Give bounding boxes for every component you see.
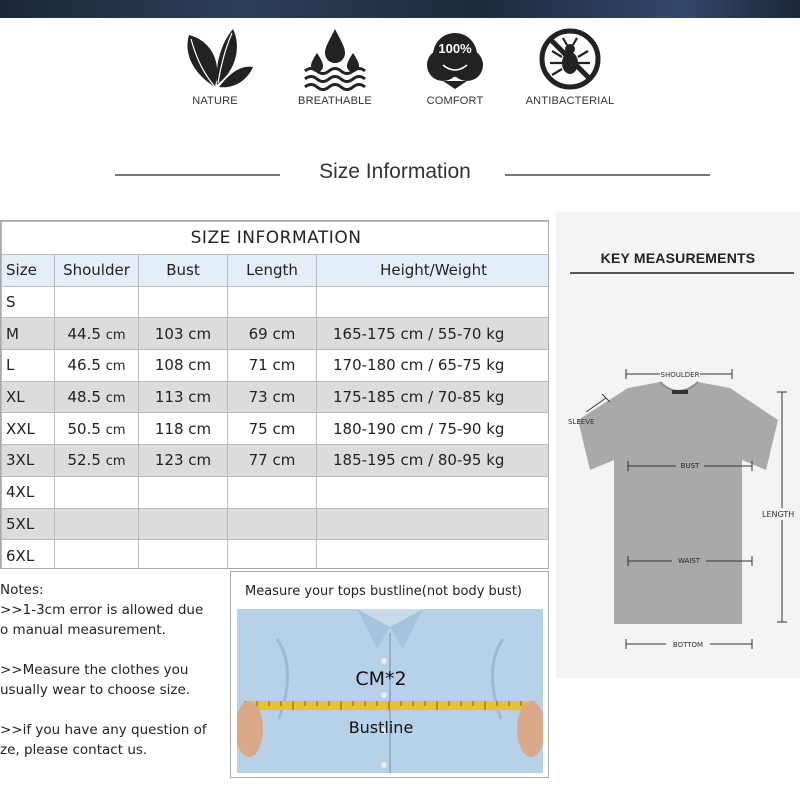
shoulder-cell [55,286,139,318]
shoulder-cell [55,508,139,540]
size-cell: S [2,286,55,318]
feature-label: BREATHABLE [298,95,372,107]
feature-icons-row [0,25,800,120]
table-row [2,381,550,413]
table-row [2,350,550,382]
size-table-title: SIZE INFORMATION [2,222,550,255]
length-cell [228,508,317,540]
bust-cell: 118 cm [139,413,228,445]
size-cell: XXL [2,413,55,445]
table-row [2,286,550,318]
length-cell: 73 cm [228,381,317,413]
feature-breathable [280,25,390,107]
feature-nature [160,25,270,107]
table-row [2,540,550,569]
note-line: >>Measure the clothes you [0,662,189,678]
feature-comfort [400,25,510,107]
shoulder-unit: cm [105,454,126,470]
length-cell: 71 cm [228,350,317,382]
feature-label: COMFORT [426,95,484,107]
size-cell: 3XL [2,445,55,477]
note-line: >>if you have any question of [0,722,207,738]
table-row [2,445,550,477]
table-row [2,476,550,508]
bustline-guide [230,571,549,778]
bustline-shirt-illustration [237,609,543,773]
column-header: Bust [139,255,228,287]
size-cell: 6XL [2,540,55,569]
waist-label: WAIST [677,557,701,565]
bust-cell [139,476,228,508]
column-header: Height/Weight [317,255,550,287]
shoulder-label: SHOULDER [660,371,700,379]
note-line: >>1-3cm error is allowed due [0,602,204,618]
note-line [0,640,228,660]
column-header: Size [2,255,55,287]
no-bug-icon [530,25,610,91]
key-measurements-panel [556,212,800,678]
key-measurements-title: KEY MEASUREMENTS [600,250,756,266]
height-weight-cell [317,540,550,569]
bust-cell [139,286,228,318]
size-table [1,221,549,569]
section-title-text: Size Information [319,160,471,183]
note-line: o manual measurement. [0,622,166,638]
height-weight-cell [317,508,550,540]
height-weight-cell: 180-190 cm / 75-90 kg [317,413,550,445]
feature-label: NATURE [192,95,238,107]
bust-cell: 108 cm [139,350,228,382]
table-row [2,508,550,540]
shoulder-unit: cm [105,422,126,438]
note-line: usually wear to choose size. [0,682,191,698]
table-row [2,318,550,350]
bustline-caption: Measure your tops bustline(not body bust) [245,584,522,599]
column-header: Length [228,255,317,287]
size-cell: 4XL [2,476,55,508]
column-header: Shoulder [55,255,139,287]
table-row [2,413,550,445]
feature-antibacterial [515,25,625,107]
length-cell [228,540,317,569]
height-weight-cell: 165-175 cm / 55-70 kg [317,318,550,350]
sleeve-label: SLEEVE [568,418,595,426]
shoulder-cell [55,540,139,569]
comfort-badge: 100% [438,41,472,56]
size-table-container [0,220,549,569]
bust-formula: CM*2 [355,668,407,690]
bust-cell: 123 cm [139,445,228,477]
length-cell: 75 cm [228,413,317,445]
bust-label: BUST [680,462,700,470]
shoulder-value: 50.5 [67,419,101,438]
size-cell: L [2,350,55,382]
product-photo-strip [0,0,800,18]
feature-label: ANTIBACTERIAL [525,95,615,107]
bustline-label: Bustline [348,718,414,737]
notes-panel [0,580,228,780]
shoulder-unit: cm [105,359,126,375]
size-cell: XL [2,381,55,413]
divider-right [505,174,710,176]
height-weight-cell: 185-195 cm / 80-95 kg [317,445,550,477]
length-cell [228,476,317,508]
bust-cell [139,540,228,569]
shoulder-value: 46.5 [67,356,101,375]
height-weight-cell [317,476,550,508]
shoulder-cell [55,381,139,413]
size-table-header [2,255,550,287]
length-cell: 77 cm [228,445,317,477]
divider-left [115,174,280,176]
note-line [0,700,228,720]
size-cell: 5XL [2,508,55,540]
section-title [0,160,800,190]
cotton-icon [415,25,495,91]
shoulder-cell [55,350,139,382]
length-label: LENGTH [762,510,795,519]
notes-title: Notes: [0,582,44,598]
shoulder-cell [55,476,139,508]
leaf-icon [175,25,255,91]
shoulder-value: 44.5 [67,324,101,343]
length-cell [228,286,317,318]
shoulder-unit: cm [105,327,126,343]
shoulder-cell [55,318,139,350]
bust-cell: 113 cm [139,381,228,413]
shoulder-cell [55,413,139,445]
shoulder-cell [55,445,139,477]
height-weight-cell: 170-180 cm / 65-75 kg [317,350,550,382]
water-drop-icon [295,25,375,91]
shoulder-value: 48.5 [67,388,101,407]
note-line: ze, please contact us. [0,742,148,758]
size-cell: M [2,318,55,350]
shoulder-unit: cm [105,391,126,407]
tshirt-measurement-diagram [556,212,800,678]
bust-cell [139,508,228,540]
length-cell: 69 cm [228,318,317,350]
height-weight-cell [317,286,550,318]
bust-cell: 103 cm [139,318,228,350]
height-weight-cell: 175-185 cm / 70-85 kg [317,381,550,413]
shoulder-value: 52.5 [67,451,101,470]
bottom-label: BOTTOM [672,641,704,649]
